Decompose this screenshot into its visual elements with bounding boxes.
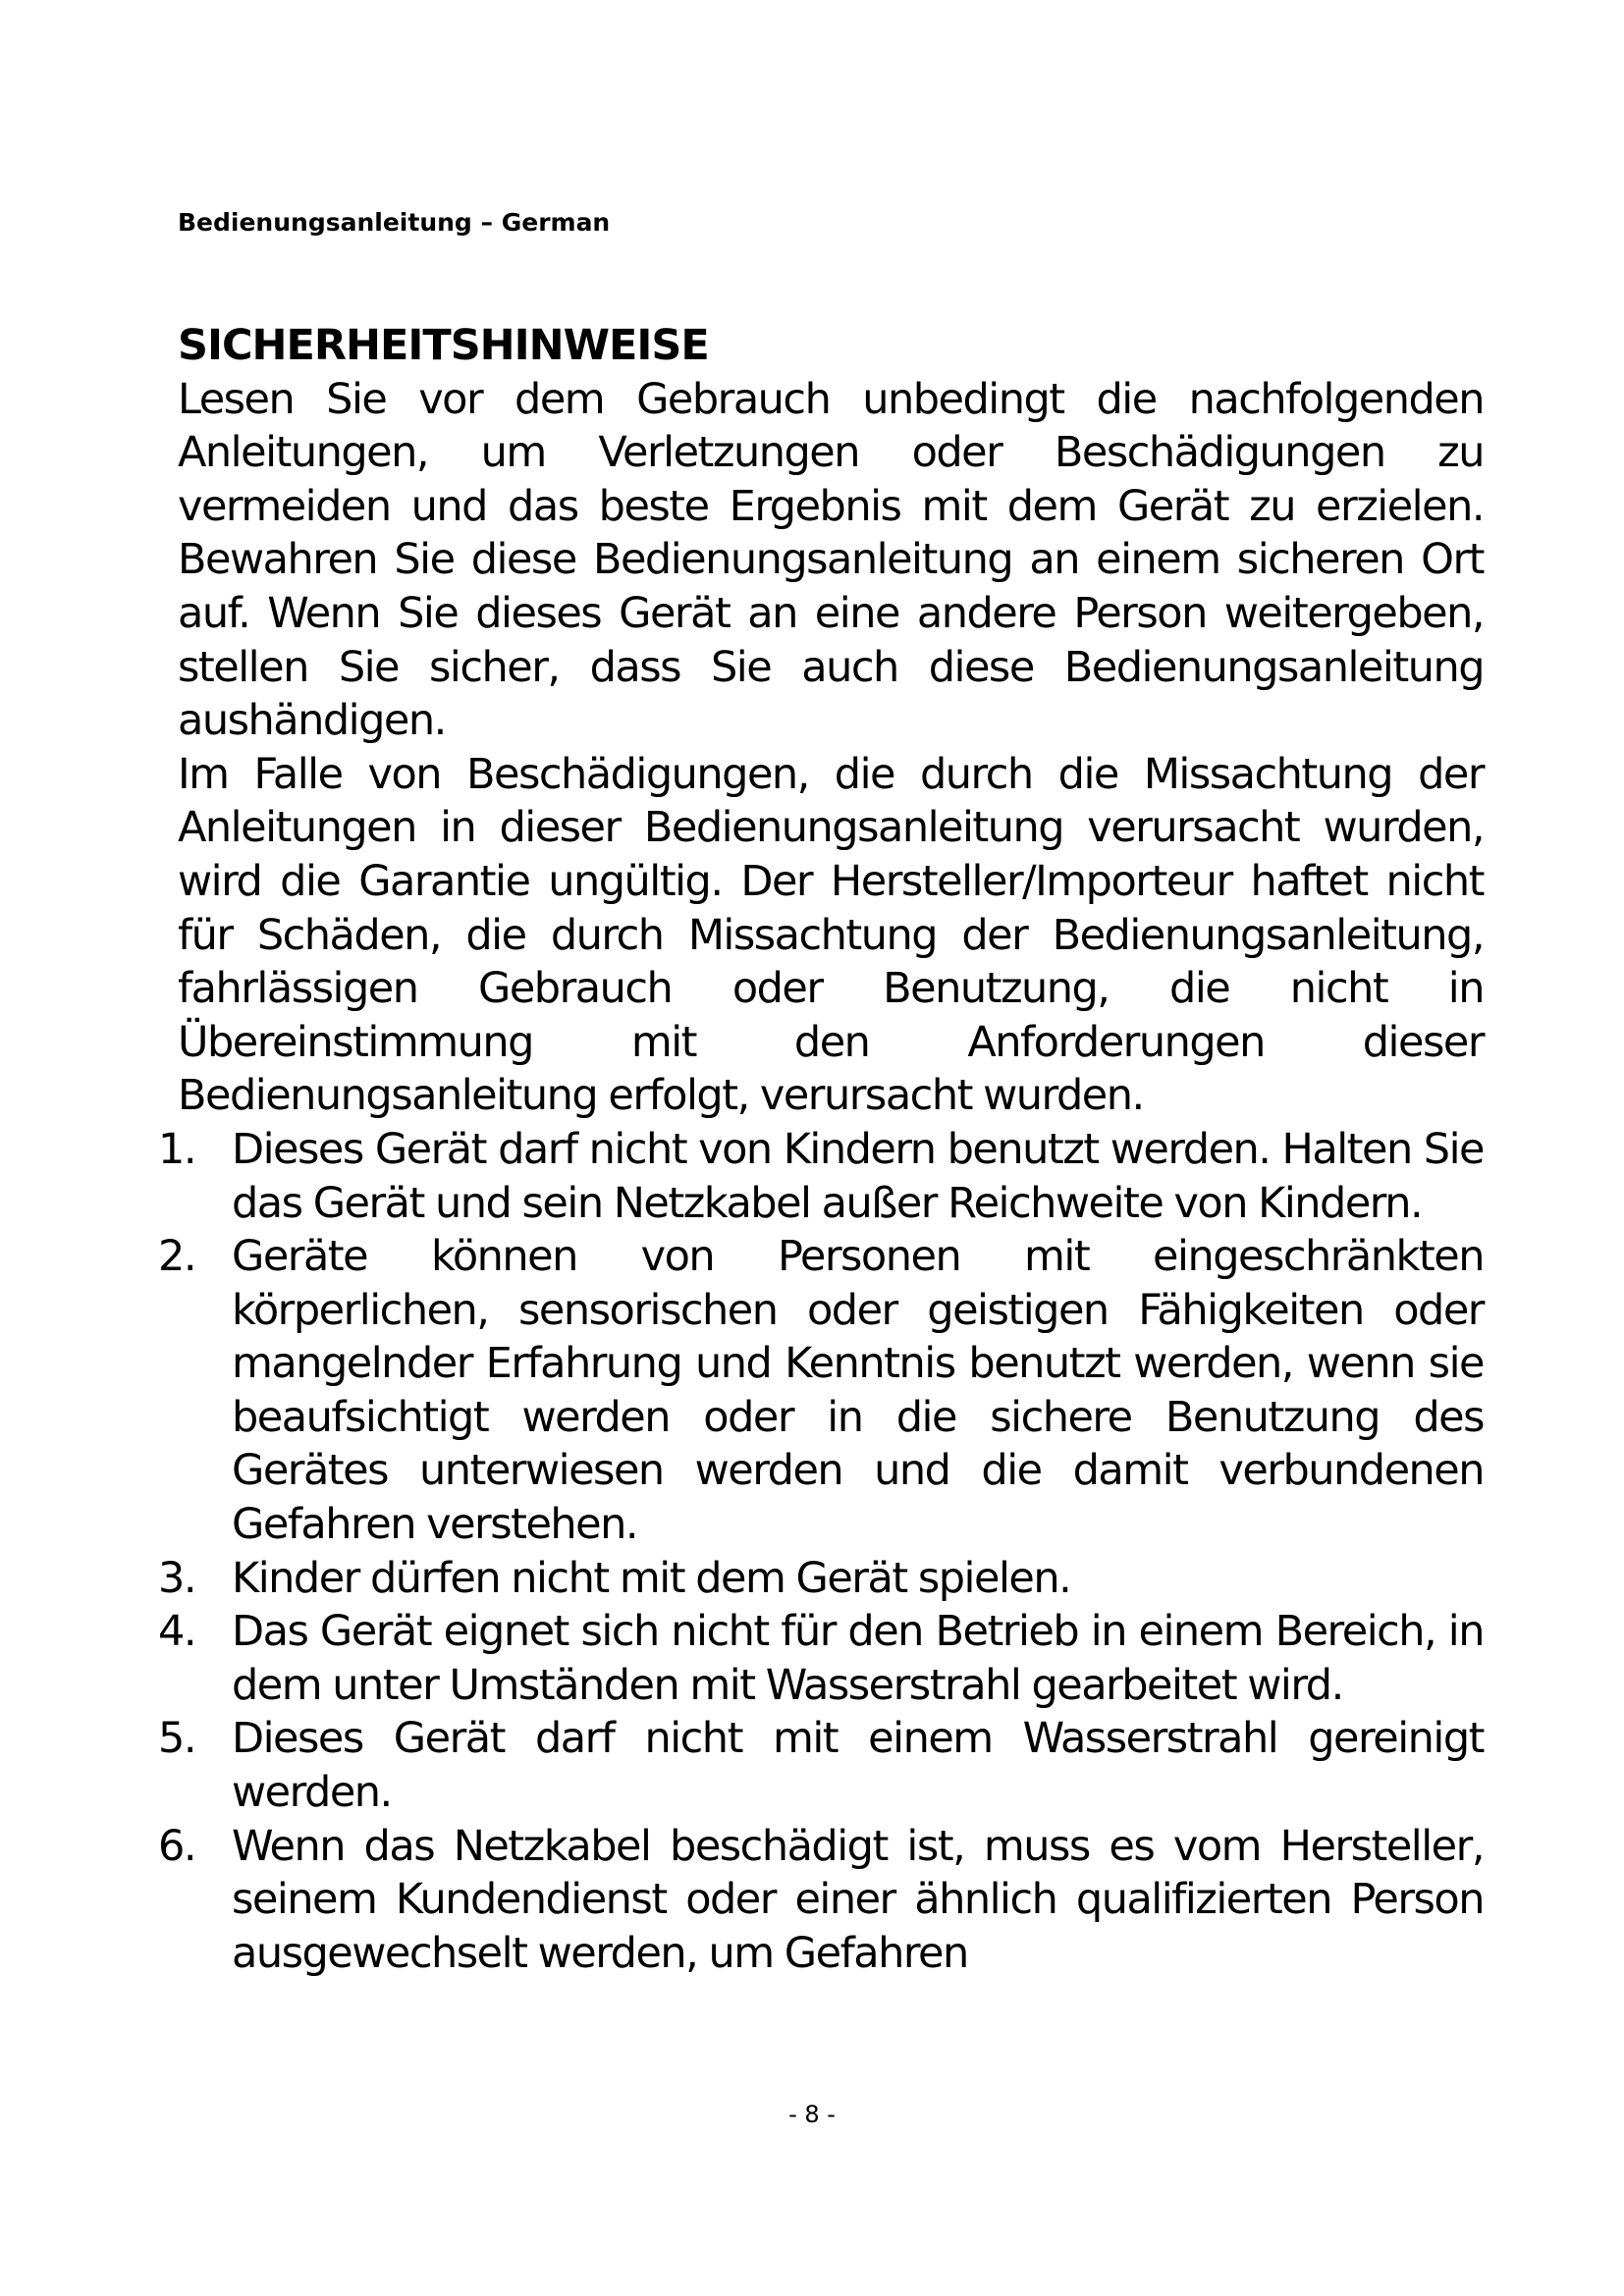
list-item-number: 1. bbox=[158, 1124, 196, 1174]
list-item bbox=[158, 1552, 1484, 1606]
list-item bbox=[158, 1820, 1484, 1981]
list-item-number: 3. bbox=[158, 1553, 196, 1603]
list-item-number: 2. bbox=[158, 1232, 196, 1282]
list-item-number: 5. bbox=[158, 1714, 196, 1764]
list-item-number: 6. bbox=[158, 1821, 196, 1871]
list-item bbox=[158, 1230, 1484, 1552]
list-item bbox=[158, 1712, 1484, 1819]
page-number: - 8 - bbox=[788, 2101, 836, 2128]
list-item-text: Dieses Gerät darf nicht von Kindern benutzt werden. Halten Sie das Gerät und sein Netzkabel außer Reichweite von Kindern. bbox=[232, 1124, 1484, 1228]
list-item-text: Das Gerät eignet sich nicht für den Betrieb in einem Bereich, in dem unter Umständen mit Wasserstrahl gearbeitet wird. bbox=[232, 1607, 1484, 1710]
list-item-text: Geräte können von Personen mit eingeschränkten körperlichen, sensorischen oder geistigen Fähigkeiten oder mangelnder Erfahrung und Kenntnis benutzt werden, wenn sie beaufsichtigt werden oder in die sichere Benutzung des Gerätes unterwiesen werden und die damit verbundenen Gefahren verstehen. bbox=[232, 1232, 1484, 1550]
list-item bbox=[158, 1605, 1484, 1712]
safety-list bbox=[158, 1123, 1484, 1981]
list-item-number: 4. bbox=[158, 1607, 196, 1657]
list-item-text: Kinder dürfen nicht mit dem Gerät spielen. bbox=[232, 1553, 1071, 1603]
list-item-text: Dieses Gerät darf nicht mit einem Wasserstrahl gereinigt werden. bbox=[232, 1714, 1484, 1818]
safety-section bbox=[158, 319, 1484, 1980]
intro-paragraph: Lesen Sie vor dem Gebrauch unbedingt die nachfolgenden Anleitungen, um Verletzungen oder Beschädigungen zu vermeiden und das beste Ergebnis mit dem Gerät zu erzielen. Bewahren Sie diese Bedienungsanleitung an einem sicheren Ort auf. Wenn Sie dieses Gerät an eine andere Person weitergeben, stellen Sie sicher, dass Sie auch diese Bedienungsanleitung aushändigen. bbox=[178, 374, 1484, 746]
warranty-paragraph: Im Falle von Beschädigungen, die durch die Missachtung der Anleitungen in dieser Bedienungsanleitung verursacht wurden, wird die Garantie ungültig. Der Hersteller/Importeur haftet nicht für Schäden, die durch Missachtung der Bedienungsanleitung, fahrlässigen Gebrauch oder Benutzung, die nicht in Übereinstimmung mit den Anforderungen dieser Bedienungsanleitung erfolgt, verursacht wurden. bbox=[178, 749, 1484, 1121]
document-header: Bedienungsanleitung – German bbox=[178, 208, 611, 237]
section-title: SICHERHEITSHINWEISE bbox=[178, 321, 709, 370]
list-item-text: Wenn das Netzkabel beschädigt ist, muss es vom Hersteller, seinem Kundendienst oder einer ähnlich qualifizierten Person ausgewechselt werden, um Gefahren bbox=[232, 1821, 1484, 1978]
list-item bbox=[158, 1123, 1484, 1230]
